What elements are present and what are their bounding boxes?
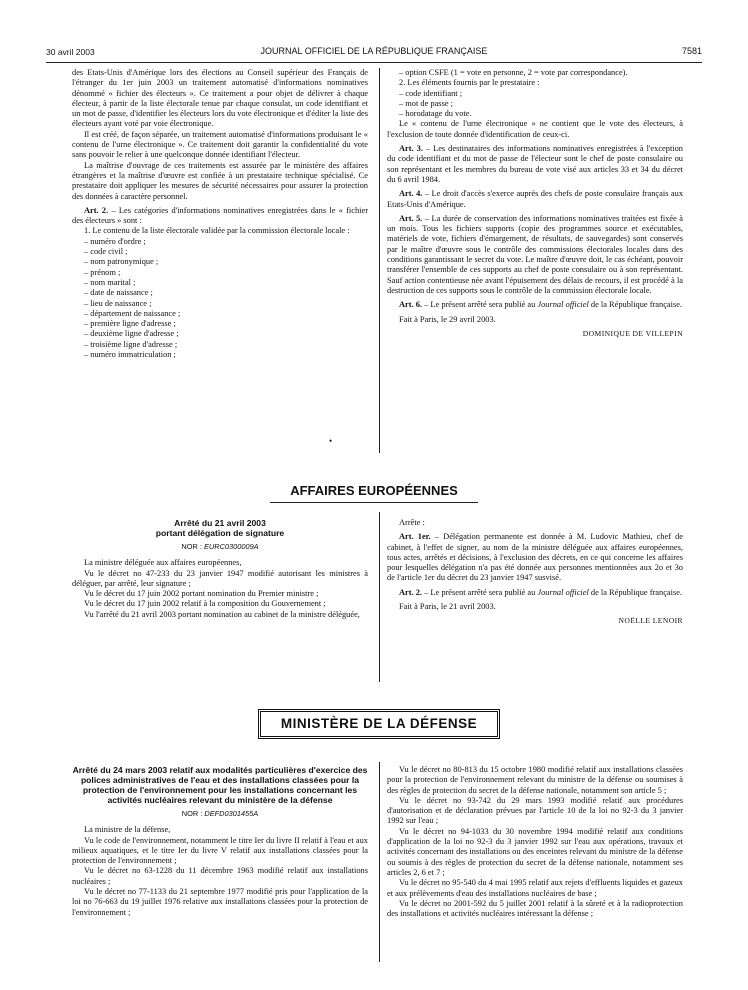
- list-item: – département de naissance ;: [84, 308, 181, 318]
- list-item: – nom marital ;: [84, 277, 136, 287]
- paragraph: La ministre déléguée aux affaires européennes,: [84, 558, 242, 568]
- column-divider: [379, 512, 380, 682]
- header-journal-title: JOURNAL OFFICIEL DE LA RÉPUBLIQUE FRANÇAISE: [260, 46, 488, 56]
- column-divider: [379, 762, 380, 962]
- signature: NOËLLE LENOIR: [618, 616, 683, 626]
- article-3: Art. 3. – Les destinataires des informations nominatives enregistrées à l'exception du code identifiant et du mot de passe de l'électeur sont le chef de poste consulaire ou son représentant et les membres du bureau de vote visé aux articles 33 et 34 du décret du 6 avril 1984.: [387, 144, 683, 184]
- article-4: Art. 4. – Le droit d'accès s'exerce auprès des chefs de poste consulaire français aux Etats-Unis d'Amérique.: [387, 189, 684, 209]
- article-label: Art. 3.: [399, 144, 423, 154]
- mid-left-column: [72, 518, 368, 620]
- list-item: – code civil ;: [84, 247, 128, 257]
- article-label: Art. 1er.: [399, 532, 431, 542]
- list-item: – option CSFE (1 = vote en personne, 2 = vote par correspondance).: [399, 68, 628, 77]
- paragraph: Vu le décret du 17 juin 2002 portant nomination du Premier ministre ;: [84, 589, 319, 599]
- paragraph: Vu le décret no 80-813 du 15 octobre 1980 modifié relatif aux installations classées pour la protection de l'environnement relevant du ministre de la défense ou soumises à des règles de protection du secret de la défense nationale, notamment son article 5 ;: [387, 765, 683, 795]
- section-heading: AFFAIRES EUROPÉENNES: [290, 483, 458, 498]
- paragraph: Vu le décret no 77-1133 du 21 septembre 1977 modifié pris pour l'application de la loi no 76-663 du 19 juillet 1976 relative aux installations classées pour la protection de l'environnement ;: [72, 887, 368, 917]
- running-header: [46, 45, 702, 59]
- list-item: – troisième ligne d'adresse ;: [84, 339, 178, 349]
- nor-reference: NOR : EURC0300009A: [181, 542, 259, 551]
- article-2: Art. 2. – Les catégories d'informations nominatives enregistrées dans le « fichier des électeurs » sont :: [72, 205, 368, 226]
- article-label: Art. 2.: [399, 587, 423, 597]
- article-label: Art. 6.: [399, 300, 423, 310]
- list-item: – numéro d'ordre ;: [84, 236, 146, 246]
- list-item: – code identifiant ;: [399, 88, 463, 98]
- paragraph: Vu le décret no 63-1228 du 11 décembre 1963 modifié relatif aux installations nucléaires ;: [72, 866, 368, 886]
- paragraph: La maîtrise d'ouvrage de ces traitements est assurée par le ministère des affaires étrangères et la maîtrise d'œuvre est confiée à un prestataire technique spécialisé. Ce prestataire doit appliquer les mesures de sécurité nécessaires pour assurer la protection des données à caractère personnel.: [72, 160, 368, 201]
- header-page-number: 7581: [681, 46, 702, 56]
- paragraph: La ministre de la défense,: [84, 825, 171, 835]
- article-label: Art. 5.: [399, 213, 423, 223]
- list-item: – lieu de naissance ;: [84, 298, 152, 308]
- provider-data-list: [387, 89, 683, 120]
- paragraph: Vu le décret no 2001-592 du 5 juillet 2001 relatif à la sûreté et à la radioprotection des installations et activités nucléaires intéressant la défense ;: [387, 898, 683, 919]
- list-item: – nom patronymique ;: [84, 257, 159, 267]
- column-dot: •: [329, 436, 333, 446]
- list-item: – numéro immatriculation ;: [84, 350, 176, 360]
- date-line: Fait à Paris, le 29 avril 2003.: [399, 314, 496, 324]
- article-1: Art. 1er. – Délégation permanente est donnée à M. Ludovic Mathieu, chef de cabinet, à l'effet de signer, au nom de la ministre déléguée aux affaires européennes, tous actes, arrêtés et décisions, à l'exclusion des décrets, en ce qui concerne les affaires pour lesquelles délégation n'a pas été donnée aux personnes mentionnées aux 2o et 3o de l'article 1er du décret du 23 janvier 1947 susvisé.: [387, 532, 684, 583]
- paragraph: Vu le décret no 94-1033 du 30 novembre 1994 modifié relatif aux conditions d'application de la loi no 92-3 du 3 janvier 1992 sur l'eau aux opérations, travaux et activités concernant des installations ou des enceintes relevant du ministre de la défense ou soumis à des règles de protection du secret de la défense nationale, notamment ses articles 2, 6 et 7 ;: [387, 826, 683, 877]
- column-divider: [379, 68, 380, 453]
- header-rule: [46, 62, 702, 63]
- top-left-column: [72, 68, 368, 360]
- nor-reference: NOR : DEFD0301455A: [181, 809, 259, 818]
- article-label: Art. 2.: [84, 205, 109, 215]
- ministry-box-heading: MINISTÈRE DE LA DÉFENSE: [258, 709, 500, 739]
- article-6: Art. 6. – Le présent arrêté sera publié au Journal officiel de la République française.: [399, 300, 683, 310]
- article-2: Art. 2. – Le présent arrêté sera publié au Journal officiel de la République française.: [399, 587, 683, 597]
- date-line: Fait à Paris, le 21 avril 2003.: [399, 602, 496, 612]
- arrete-heading: Arrête :: [399, 518, 425, 527]
- paragraph: Vu le décret no 93-742 du 29 mars 1993 modifié relatif aux procédures d'autorisation et de déclaration prévues par l'article 10 de la loi no 92-3 du 3 janvier 1992 sur l'eau ;: [387, 795, 683, 826]
- paragraph: Vu le décret du 17 juin 2002 relatif à la composition du Gouvernement ;: [84, 599, 326, 609]
- paragraph: des Etats-Unis d'Amérique lors des élections au Conseil supérieur des Français de l'étranger du 1er juin 2003 un traitement automatisé d'informations nominatives dénommé « fichier des électeurs ». Ce traitement a pour objet de délivrer à chaque électeur, à partir de la liste électorale tenue par chaque consulat, un code identifiant et un mot de passe, d'identifier les électeurs lors du vote électronique et d'éditer la liste des électeurs ayant voté par voie électronique.: [72, 68, 368, 129]
- list-intro: 1. Le contenu de la liste électorale validée par la commission électorale locale :: [84, 226, 350, 236]
- mid-right-column: [387, 518, 683, 627]
- list-intro: 2. Les éléments fournis par le prestataire :: [399, 78, 540, 88]
- list-item: – prénom ;: [84, 267, 121, 277]
- list-item: – mot de passe ;: [399, 98, 453, 108]
- article-5: Art. 5. – La durée de conservation des informations nominatives traitées est fixée à un mois. Tous les fichiers supports (copie des programmes source et exécutables, matériels de vote, fichiers d'émargement, de résultats, de sauvegardes) sont conservés par le maître d'œuvre sous le contrôle des commissions électorales locales dans des conditions garantissant le secret du vote. Le maître d'œuvre doit, le cas échéant, pouvoir transférer l'ensemble de ces supports au chef de poste consulaire ou à son représentant. Sauf action contentieuse née avant l'épuisement des délais de recours, il est procédé à la destruction de ces supports sous le contrôle de la commission électorale locale.: [387, 213, 683, 295]
- paragraph: Il est créé, de façon séparée, un traitement automatisé d'informations produisant le « contenu de l'urne électronique ». Ce traitement doit garantir la confidentialité du vote sans pouvoir le relier à une quelconque donnée identifiant l'électeur.: [72, 129, 368, 160]
- paragraph: Vu le code de l'environnement, notamment le titre Ier du livre II relatif à l'eau et aux milieux aquatiques, et le titre Ier du livre V relatif aux installations classées pour la protection de l'environnement ;: [72, 835, 368, 866]
- list-item: – deuxième ligne d'adresse ;: [84, 329, 179, 339]
- list-item: – horodatage du vote.: [399, 109, 472, 119]
- article-label: Art. 4.: [399, 189, 423, 199]
- top-right-column: [387, 68, 683, 339]
- signature: DOMINIQUE DE VILLEPIN: [582, 328, 683, 338]
- list-item: – première ligne d'adresse ;: [84, 319, 176, 329]
- list-item: – date de naissance ;: [84, 288, 153, 298]
- decree-title: Arrêté du 21 avril 2003: [174, 518, 266, 528]
- header-date: 30 avril 2003: [46, 47, 95, 57]
- paragraph: Vu l'arrêté du 21 avril 2003 portant nomination au cabinet de la ministre déléguée,: [84, 609, 360, 619]
- bottom-right-column: [387, 765, 683, 919]
- decree-title: Arrêté du 24 mars 2003 relatif aux modalités particulières d'exercice des polices administratives de l'eau et des installations classées pour la protection de l'environnement pour les installations concernant les activités nucléaires relevant du ministère de la défense: [72, 765, 368, 805]
- voter-data-list: [72, 237, 368, 361]
- paragraph: Le « contenu de l'urne électronique » ne contient que le vote des électeurs, à l'exclusion de toute donnée d'identification de ceux-ci.: [387, 119, 683, 139]
- paragraph: Vu le décret no 47-233 du 23 janvier 1947 modifié autorisant les ministres à déléguer, par arrêté, leur signature ;: [72, 568, 368, 588]
- section-rule: [270, 502, 478, 503]
- bottom-left-column: [72, 765, 368, 918]
- paragraph: Vu le décret no 95-540 du 4 mai 1995 relatif aux rejets d'effluents liquides et gazeux et aux prélèvements d'eau des installations nucléaires de base ;: [387, 878, 683, 898]
- decree-subtitle: portant délégation de signature: [155, 528, 285, 538]
